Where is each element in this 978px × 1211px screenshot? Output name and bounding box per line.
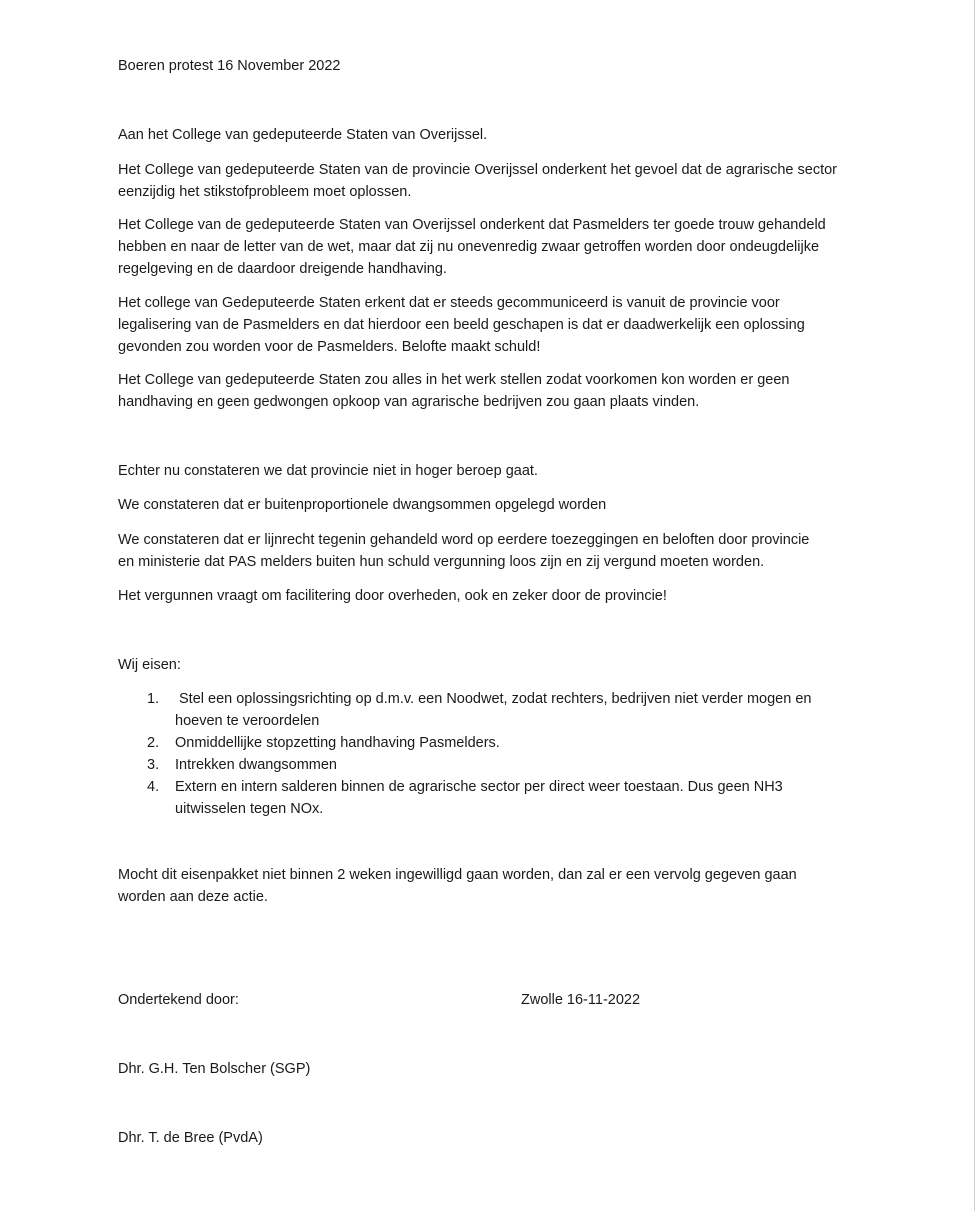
- closing-line: Mocht dit eisenpakket niet binnen 2 weken ingewilligd gaan worden, dan zal er een vervolg gegeven gaan: [118, 867, 797, 883]
- observation: [118, 529, 878, 573]
- observation: [118, 585, 878, 607]
- document-heading: Boeren protest 16 November 2022: [118, 58, 341, 74]
- paragraph-line: Het College van gedeputeerde Staten zou alles in het werk stellen zodat voorkomen kon worden er geen: [118, 372, 790, 388]
- demand-line: Onmiddellijke stopzetting handhaving Pasmelders.: [175, 735, 500, 751]
- observation-line: Echter nu constateren we dat provincie niet in hoger beroep gaat.: [118, 463, 538, 479]
- demands-intro: Wij eisen:: [118, 657, 181, 673]
- place-date: Zwolle 16-11-2022: [521, 992, 641, 1008]
- paragraph-line: hebben en naar de letter van de wet, maar dat zij nu onevenredig zwaar getroffen worden door ondeugdelijke: [118, 239, 820, 255]
- paragraph-line: regelgeving en de daardoor dreigende handhaving.: [118, 261, 447, 277]
- observation-line: We constateren dat er lijnrecht tegenin gehandeld word op eerdere toezeggingen en beloften door provincie: [118, 532, 810, 548]
- demand-line: uitwisselen tegen NOx.: [175, 801, 324, 817]
- observation-line: We constateren dat er buitenproportionele dwangsommen opgelegd worden: [118, 497, 607, 513]
- salutation: Aan het College van gedeputeerde Staten van Overijssel.: [118, 127, 488, 143]
- paragraph-line: legalisering van de Pasmelders en dat hierdoor een beeld geschapen is dat er daadwerkelijk een oplossing: [118, 317, 805, 333]
- closing-paragraph: [118, 864, 878, 908]
- demand-line: hoeven te veroordelen: [175, 713, 320, 729]
- paragraph: [118, 159, 878, 203]
- demand-number: 4.: [147, 779, 160, 795]
- signatory: Dhr. T. de Bree (PvdA): [118, 1130, 263, 1146]
- paragraph-line: Het College van gedeputeerde Staten van de provincie Overijssel onderkent het gevoel dat de agrarische sector: [118, 162, 837, 178]
- paragraph: [118, 369, 878, 413]
- paragraph-line: handhaving en geen gedwongen opkoop van agrarische bedrijven zou gaan plaats vinden.: [118, 394, 700, 410]
- demands-list: [118, 688, 878, 820]
- demand-line: Extern en intern salderen binnen de agrarische sector per direct weer toestaan. Dus geen NH3: [175, 779, 783, 795]
- paragraph: [118, 292, 878, 358]
- demand-number: 2.: [147, 735, 160, 751]
- demand-item: [118, 754, 878, 776]
- demand-number: 3.: [147, 757, 160, 773]
- observation-line: Het vergunnen vraagt om facilitering door overheden, ook en zeker door de provincie!: [118, 588, 667, 604]
- paragraph-line: Het College van de gedeputeerde Staten van Overijssel onderkent dat Pasmelders ter goede trouw gehandeld: [118, 217, 826, 233]
- signatory: Dhr. G.H. Ten Bolscher (SGP): [118, 1061, 311, 1077]
- paragraph-line: gevonden zou worden voor de Pasmelders. Belofte maakt schuld!: [118, 339, 541, 355]
- signed-by-label: Ondertekend door:: [118, 992, 239, 1008]
- demand-line: Stel een oplossingsrichting op d.m.v. een Noodwet, zodat rechters, bedrijven niet verder mogen en: [179, 691, 812, 707]
- paragraph-line: eenzijdig het stikstofprobleem moet oplossen.: [118, 184, 412, 200]
- demand-line: Intrekken dwangsommen: [175, 757, 337, 773]
- observation-line: en ministerie dat PAS melders buiten hun schuld vergunning loos zijn en zij vergund moeten worden.: [118, 554, 765, 570]
- paragraph: [118, 214, 878, 280]
- demand-item: [118, 732, 878, 754]
- demand-item: [118, 688, 878, 732]
- paragraph-line: Het college van Gedeputeerde Staten erkent dat er steeds gecommuniceerd is vanuit de provincie voor: [118, 295, 780, 311]
- observation: [118, 460, 878, 482]
- demand-number: 1.: [147, 691, 160, 707]
- closing-line: worden aan deze actie.: [118, 889, 268, 905]
- observation: [118, 494, 878, 516]
- demand-item: [118, 776, 878, 820]
